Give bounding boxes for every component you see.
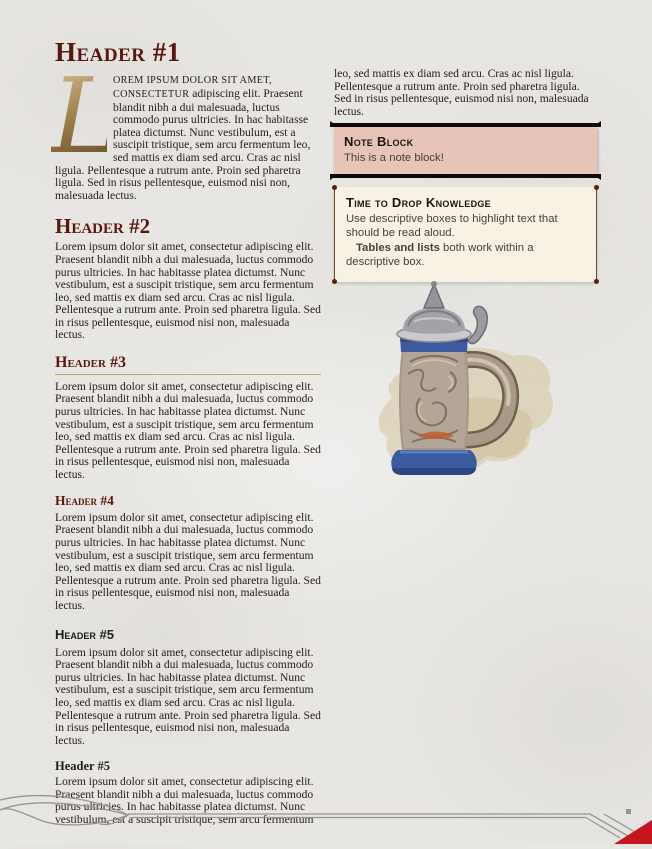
note-block-body: This is a note block!: [344, 152, 444, 165]
note-wing-icon: [330, 174, 339, 180]
corner-dot-icon: [594, 279, 599, 284]
stein-finial: [424, 284, 444, 308]
corner-dot-icon: [332, 279, 337, 284]
drop-cap-initial: L: [51, 55, 121, 178]
corner-dot-icon: [594, 185, 599, 190]
note-block-top-border: [332, 123, 599, 127]
descriptive-box-line2-rest: both work within a descriptive box.: [346, 241, 534, 269]
descriptive-box: [334, 187, 597, 282]
paragraph-1: [51, 55, 321, 202]
paragraph-continued: leo, sed mattis ex diam sed arcu. Cras ac nisl ligula. Pellentesque a rutrum ante. Proin sed pharetra ligula. Sed in risus pellentesque, euismod nisi non, malesuada lectus.: [334, 67, 589, 118]
paragraph-5: Lorem ipsum dolor sit amet, consectetur adipiscing elit. Praesent blandit nibh a dui malesuada, luctus commodo purus ultricies. In hac habitasse platea dictumst. Nunc vestibulum, est a suscipit tristique, sem arcu fermentum leo, sed mattis ex diam sed arcu. Cras ac nisl ligula. Pellentesque a rutrum ante. Proin sed pharetra ligula. Sed in risus pellentesque, euismod nisi non, malesuada lectus.: [55, 645, 321, 747]
descriptive-box-title: Time to Drop Knowledge: [346, 194, 491, 210]
note-wing-icon: [592, 174, 601, 180]
heading-1: Header #1: [55, 37, 181, 67]
paragraph-1-lead: OREM IPSUM DOLOR SIT AMET, CONSECTETUR: [113, 75, 272, 100]
paragraph-6: Lorem ipsum dolor sit amet, consectetur adipiscing elit. Praesent blandit nibh a dui malesuada, luctus commodo purus ultricies. In hac habitasse platea dictumst. Nunc vestibulum, est a suscipit tristique, sem arcu fermentum: [55, 775, 314, 827]
note-wing-icon: [330, 121, 339, 127]
heading-3: Header #3: [55, 355, 321, 375]
note-wing-icon: [592, 121, 601, 127]
descriptive-box-line2: [346, 241, 585, 270]
footer-ornament: [0, 782, 652, 844]
descriptive-box-line2-bold: Tables and lists: [356, 241, 440, 254]
beer-stein-illustration: [362, 278, 558, 482]
paragraph-3: Lorem ipsum dolor sit amet, consectetur adipiscing elit. Praesent blandit nibh a dui malesuada, luctus commodo purus ultricies. In hac habitasse platea dictumst. Nunc vestibulum, est a suscipit tristique, sem arcu fermentum leo, sed mattis ex diam sed arcu. Cras ac nisl ligula. Pellentesque a rutrum ante. Proin sed pharetra ligula. Sed in risus pellentesque, euismod nisi non, malesuada lectus.: [55, 379, 321, 482]
right-column: [334, 0, 597, 282]
heading-5: Header #5: [55, 626, 114, 642]
paragraph-4: Lorem ipsum dolor sit amet, consectetur adipiscing elit. Praesent blandit nibh a dui malesuada, luctus commodo purus ultricies. In hac habitasse platea dictumst. Nunc vestibulum, est a suscipit tristique, sem arcu fermentum leo, sed mattis ex diam sed arcu. Cras ac nisl ligula. Pellentesque a rutrum ante. Proin sed pharetra ligula. Sed in risus pellentesque, euismod nisi non, malesuada lectus.: [55, 510, 321, 612]
paragraph-2: Lorem ipsum dolor sit amet, consectetur adipiscing elit. Praesent blandit nibh a dui malesuada, luctus commodo purus ultricies. In hac habitasse platea dictumst. Nunc vestibulum, est a suscipit tristique, sem arcu fermentum leo, sed mattis ex diam sed arcu. Cras ac nisl ligula. Pellentesque a rutrum ante. Proin sed pharetra ligula. Sed in risus pellentesque, euismod nisi non, malesuada lectus.: [55, 240, 321, 342]
heading-4: Header #4: [55, 492, 114, 508]
heading-6: Header #5: [55, 759, 110, 774]
paragraph-1-rest: adipiscing elit. Praesent blandit nibh a dui malesuada, luctus commodo purus ultricies. In hac habitasse platea dictumst. Nunc vestibulum, est a suscipit tristique, sem arcu fermentum leo, sed mattis ex diam sed arcu. Cras ac nisl ligula. Pellentesque a rutrum ante. Proin sed pharetra ligula. Sed in risus pellentesque, euismod nisi non, malesuada lectus.: [55, 86, 311, 202]
left-column: [51, 37, 321, 827]
note-block-title: Note Block: [344, 134, 414, 150]
note-block-bottom-border: [332, 174, 599, 178]
stein-thumb-lever: [468, 306, 487, 343]
leaf-flourish-icon: [0, 796, 128, 825]
corner-dot-icon: [332, 185, 337, 190]
heading-2: Header #2: [55, 214, 151, 239]
note-block: [334, 127, 597, 174]
descriptive-box-line1: Use descriptive boxes to highlight text that should be read aloud.: [346, 212, 558, 240]
